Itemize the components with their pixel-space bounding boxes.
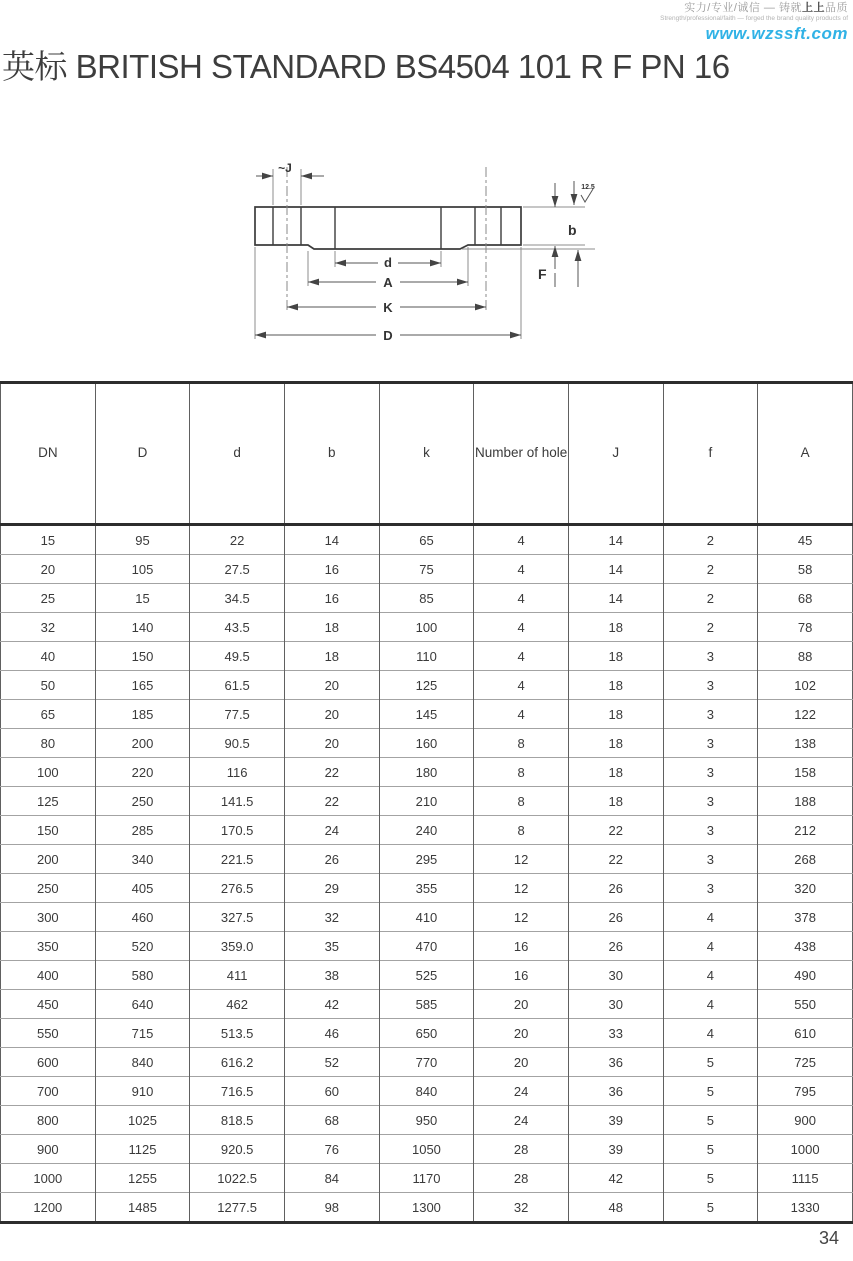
table-cell: 378	[758, 903, 853, 932]
table-cell: 95	[95, 525, 190, 555]
table-cell: 22	[568, 816, 663, 845]
table-cell: 15	[95, 584, 190, 613]
table-cell: 16	[474, 932, 569, 961]
table-cell: 26	[568, 874, 663, 903]
table-cell: 4	[663, 932, 758, 961]
table-cell: 2	[663, 613, 758, 642]
table-cell: 610	[758, 1019, 853, 1048]
table-cell: 1255	[95, 1164, 190, 1193]
table-cell: 405	[95, 874, 190, 903]
table-cell: 616.2	[190, 1048, 285, 1077]
table-cell: 1330	[758, 1193, 853, 1223]
slogan-chinese	[660, 2, 848, 14]
table-cell: 116	[190, 758, 285, 787]
table-cell: 50	[1, 671, 96, 700]
table-cell: 16	[284, 584, 379, 613]
page-number: 34	[818, 1228, 839, 1248]
table-cell: 170.5	[190, 816, 285, 845]
table-cell: 18	[568, 613, 663, 642]
table-cell: 46	[284, 1019, 379, 1048]
table-cell: 4	[474, 642, 569, 671]
table-cell: 16	[284, 555, 379, 584]
table-cell: 18	[568, 758, 663, 787]
table-cell: 2	[663, 525, 758, 555]
table-cell: 4	[474, 525, 569, 555]
table-cell: 220	[95, 758, 190, 787]
table-cell: 900	[758, 1106, 853, 1135]
page-title: 英标 BRITISH STANDARD BS4504 101 R F PN 16	[2, 48, 730, 85]
table-cell: 470	[379, 932, 474, 961]
table-row	[1, 1077, 853, 1106]
table-cell: 15	[40, 532, 56, 548]
table-row	[1, 758, 853, 787]
table-cell: 1050	[379, 1135, 474, 1164]
table-cell: 1170	[379, 1164, 474, 1193]
table-cell: 65	[379, 525, 474, 555]
table-cell: 26	[568, 932, 663, 961]
table-row	[1, 1193, 853, 1223]
table-cell: 359.0	[190, 932, 285, 961]
table-cell: 33	[568, 1019, 663, 1048]
table-cell: 1277.5	[190, 1193, 285, 1223]
flange-dimension-table	[0, 381, 853, 1224]
table-cell: 700	[1, 1077, 96, 1106]
table-cell: 715	[95, 1019, 190, 1048]
table-cell: 35	[284, 932, 379, 961]
table-cell: 26	[284, 845, 379, 874]
table-cell: 1115	[758, 1164, 853, 1193]
table-cell: 85	[379, 584, 474, 613]
table-cell: 45	[758, 525, 853, 555]
table-cell: 58	[758, 555, 853, 584]
slogan-cn-post: 品质	[825, 2, 848, 14]
table-cell: 513.5	[190, 1019, 285, 1048]
table-cell: 716.5	[190, 1077, 285, 1106]
column-header: b	[284, 383, 379, 525]
table-cell: 410	[379, 903, 474, 932]
table-cell: 25	[1, 584, 96, 613]
table-cell: 100	[1, 758, 96, 787]
table-cell: 90.5	[190, 729, 285, 758]
table-cell: 20	[284, 671, 379, 700]
table-cell: 795	[758, 1077, 853, 1106]
table-cell: 411	[190, 961, 285, 990]
table-cell: 18	[568, 642, 663, 671]
table-cell: 30	[568, 961, 663, 990]
table-cell: 600	[1, 1048, 96, 1077]
table-cell: 32	[284, 903, 379, 932]
table-cell: 150	[1, 816, 96, 845]
table-cell: 48	[568, 1193, 663, 1223]
table-cell: 100	[379, 613, 474, 642]
column-header: D	[95, 383, 190, 525]
table-cell: 462	[190, 990, 285, 1019]
table-cell: 141.5	[190, 787, 285, 816]
table-cell: 38	[284, 961, 379, 990]
table-row	[1, 584, 853, 613]
flange-body-outline	[255, 207, 521, 249]
table-cell: 200	[1, 845, 96, 874]
table-cell: 210	[379, 787, 474, 816]
table-cell: 400	[1, 961, 96, 990]
table-cell: 122	[758, 700, 853, 729]
table-cell: 77.5	[190, 700, 285, 729]
table-row	[1, 990, 853, 1019]
column-header: DN	[1, 383, 96, 525]
table-cell: 125	[379, 671, 474, 700]
table-cell: 221.5	[190, 845, 285, 874]
table-cell: 1022.5	[190, 1164, 285, 1193]
table-cell: 770	[379, 1048, 474, 1077]
table-cell: 30	[568, 990, 663, 1019]
table-cell: 102	[758, 671, 853, 700]
table-row	[1, 787, 853, 816]
table-cell: 20	[474, 1019, 569, 1048]
table-cell: 105	[95, 555, 190, 584]
table-cell: 585	[379, 990, 474, 1019]
table-cell: 950	[379, 1106, 474, 1135]
table-cell: 18	[284, 613, 379, 642]
table-cell: 27.5	[190, 555, 285, 584]
table-cell: 240	[379, 816, 474, 845]
table-cell: 20	[474, 1048, 569, 1077]
table-cell: 4	[663, 1019, 758, 1048]
table-cell: 8	[474, 787, 569, 816]
table-cell: 12	[474, 845, 569, 874]
table-cell: 18	[284, 642, 379, 671]
dim-label-f: F	[538, 266, 547, 282]
table-cell: 910	[95, 1077, 190, 1106]
table-cell: 22	[568, 845, 663, 874]
table-cell: 450	[1, 990, 96, 1019]
table-cell: 80	[1, 729, 96, 758]
table-cell: 32	[1, 613, 96, 642]
roughness-value: 12.5	[581, 184, 595, 191]
table-cell: 32	[474, 1193, 569, 1223]
table-cell: 24	[474, 1077, 569, 1106]
table-row	[1, 1048, 853, 1077]
table-cell: 525	[379, 961, 474, 990]
table-cell: 68	[284, 1106, 379, 1135]
table-row	[1, 1106, 853, 1135]
table-cell: 29	[284, 874, 379, 903]
table-cell: 460	[95, 903, 190, 932]
table-cell: 2	[663, 584, 758, 613]
table-cell: 4	[474, 671, 569, 700]
table-cell: 158	[758, 758, 853, 787]
table-cell: 3	[663, 845, 758, 874]
table-cell: 8	[474, 816, 569, 845]
table-row	[1, 845, 853, 874]
table-cell: 110	[379, 642, 474, 671]
column-header: k	[379, 383, 474, 525]
table-cell: 1485	[95, 1193, 190, 1223]
table-cell: 39	[568, 1135, 663, 1164]
table-cell: 84	[284, 1164, 379, 1193]
table-cell: 725	[758, 1048, 853, 1077]
table-cell: 39	[568, 1106, 663, 1135]
table-cell: 180	[379, 758, 474, 787]
table-cell: 145	[379, 700, 474, 729]
table-row	[1, 525, 853, 555]
table-cell: 28	[474, 1164, 569, 1193]
flange-cross-section-svg	[248, 155, 620, 355]
table-cell: 165	[95, 671, 190, 700]
table-cell: 20	[1, 555, 96, 584]
table-cell: 24	[474, 1106, 569, 1135]
table-cell: 3	[663, 729, 758, 758]
table-cell: 18	[568, 787, 663, 816]
table-cell: 3	[663, 758, 758, 787]
table-cell: 28	[474, 1135, 569, 1164]
table-cell: 98	[284, 1193, 379, 1223]
table-cell: 42	[284, 990, 379, 1019]
table-cell: 350	[1, 932, 96, 961]
table-cell: 42	[568, 1164, 663, 1193]
table-cell: 4	[474, 555, 569, 584]
table-cell: 320	[758, 874, 853, 903]
dim-label-a: A	[383, 275, 393, 290]
table-cell: 650	[379, 1019, 474, 1048]
table-cell: 14	[284, 525, 379, 555]
slogan-english: Strength/professional/faith — forged the brand quality products of	[660, 15, 848, 23]
table-cell: 20	[474, 990, 569, 1019]
table-cell: 550	[758, 990, 853, 1019]
table-cell: 22	[190, 525, 285, 555]
table-cell: 5	[663, 1193, 758, 1223]
column-header: d	[190, 383, 285, 525]
table-cell: 138	[758, 729, 853, 758]
table-row	[1, 642, 853, 671]
table-cell: 75	[379, 555, 474, 584]
table-cell: 76	[284, 1135, 379, 1164]
table-row	[1, 671, 853, 700]
table-cell: 327.5	[190, 903, 285, 932]
dim-label-b: b	[568, 222, 577, 238]
table-row	[1, 1135, 853, 1164]
table-cell: 61.5	[190, 671, 285, 700]
table-cell: 4	[663, 961, 758, 990]
table-cell: 1125	[95, 1135, 190, 1164]
table-cell: 200	[95, 729, 190, 758]
table-row	[1, 903, 853, 932]
page-header	[660, 2, 848, 44]
table-cell: 640	[95, 990, 190, 1019]
table-row	[1, 1019, 853, 1048]
table-cell: 88	[758, 642, 853, 671]
table-cell: 78	[758, 613, 853, 642]
table-header-row	[1, 383, 853, 525]
table-cell: 65	[1, 700, 96, 729]
slogan-cn-brand: 上上	[802, 2, 825, 14]
table-row	[1, 700, 853, 729]
table-cell: 24	[284, 816, 379, 845]
table-row	[1, 874, 853, 903]
table-cell: 68	[758, 584, 853, 613]
table-cell: 14	[568, 525, 663, 555]
table-cell: 1000	[758, 1135, 853, 1164]
table-cell: 3	[663, 816, 758, 845]
dim-label-d: d	[384, 255, 392, 270]
table-body	[1, 525, 853, 1223]
table-cell: 4	[474, 613, 569, 642]
table-cell: 22	[284, 758, 379, 787]
table-cell: 8	[474, 758, 569, 787]
table-cell: 268	[758, 845, 853, 874]
table-cell: 295	[379, 845, 474, 874]
table-row	[1, 729, 853, 758]
slogan-cn-pre: 实力/专业/诚信 — 铸就	[684, 2, 802, 14]
table-cell: 20	[284, 729, 379, 758]
table-cell: 438	[758, 932, 853, 961]
column-header: Number of hole	[474, 383, 569, 525]
table-cell: 14	[568, 584, 663, 613]
table-cell: 5	[663, 1048, 758, 1077]
table-cell: 3	[663, 700, 758, 729]
table-cell: 5	[663, 1135, 758, 1164]
table-cell: 520	[95, 932, 190, 961]
table-cell: 818.5	[190, 1106, 285, 1135]
table-cell: 250	[1, 874, 96, 903]
table-cell: 580	[95, 961, 190, 990]
table-cell: 22	[284, 787, 379, 816]
table-cell: 285	[95, 816, 190, 845]
column-header: J	[568, 383, 663, 525]
table-cell: 26	[568, 903, 663, 932]
table-cell: 900	[1, 1135, 96, 1164]
table-cell: 20	[284, 700, 379, 729]
table-cell: 2	[663, 555, 758, 584]
table-cell: 160	[379, 729, 474, 758]
table-row	[1, 613, 853, 642]
table-cell: 43.5	[190, 613, 285, 642]
table-cell: 920.5	[190, 1135, 285, 1164]
dim-label-j: ~J	[278, 161, 292, 175]
dim-label-dbig: D	[383, 328, 393, 343]
table-cell: 3	[663, 671, 758, 700]
table-cell: 16	[474, 961, 569, 990]
table-cell: 3	[663, 642, 758, 671]
table-cell: 4	[474, 584, 569, 613]
flange-technical-drawing	[248, 155, 620, 355]
table-cell: 3	[663, 787, 758, 816]
website-link[interactable]: www.wzssft.com	[705, 24, 848, 44]
table-cell: 5	[663, 1077, 758, 1106]
table-cell: 840	[95, 1048, 190, 1077]
dim-label-k: K	[383, 300, 393, 315]
table-cell: 60	[284, 1077, 379, 1106]
table-cell: 250	[95, 787, 190, 816]
table-cell: 185	[95, 700, 190, 729]
table-cell: 550	[1, 1019, 96, 1048]
table-cell: 1300	[379, 1193, 474, 1223]
table-cell: 1025	[95, 1106, 190, 1135]
table-cell: 800	[1, 1106, 96, 1135]
table-cell: 36	[568, 1077, 663, 1106]
table-cell: 18	[568, 729, 663, 758]
table-cell: 14	[568, 555, 663, 584]
table-cell: 1000	[1, 1164, 96, 1193]
table-cell: 34.5	[190, 584, 285, 613]
table-cell: 8	[474, 729, 569, 758]
table-cell: 840	[379, 1077, 474, 1106]
table-row	[1, 555, 853, 584]
table-cell: 18	[568, 671, 663, 700]
table-row	[1, 932, 853, 961]
table-cell: 49.5	[190, 642, 285, 671]
table-cell: 36	[568, 1048, 663, 1077]
table-row	[1, 961, 853, 990]
column-header: f	[663, 383, 758, 525]
table-cell: 300	[1, 903, 96, 932]
table-cell: 490	[758, 961, 853, 990]
table-cell: 4	[663, 990, 758, 1019]
table-cell: 140	[95, 613, 190, 642]
table-cell: 12	[474, 903, 569, 932]
table-cell: 18	[568, 700, 663, 729]
table-cell: 3	[663, 874, 758, 903]
table-cell: 125	[1, 787, 96, 816]
table-cell: 12	[474, 874, 569, 903]
table-cell: 188	[758, 787, 853, 816]
table-cell: 4	[663, 903, 758, 932]
column-header: A	[758, 383, 853, 525]
table-cell: 340	[95, 845, 190, 874]
table-cell: 4	[474, 700, 569, 729]
table-cell: 276.5	[190, 874, 285, 903]
table-cell: 40	[1, 642, 96, 671]
table-row	[1, 816, 853, 845]
table-cell: 5	[663, 1164, 758, 1193]
table-cell: 52	[284, 1048, 379, 1077]
table-cell: 150	[95, 642, 190, 671]
table-cell: 1200	[1, 1193, 96, 1223]
table-row	[1, 1164, 853, 1193]
table-cell: 212	[758, 816, 853, 845]
table-cell: 5	[663, 1106, 758, 1135]
table-cell: 355	[379, 874, 474, 903]
